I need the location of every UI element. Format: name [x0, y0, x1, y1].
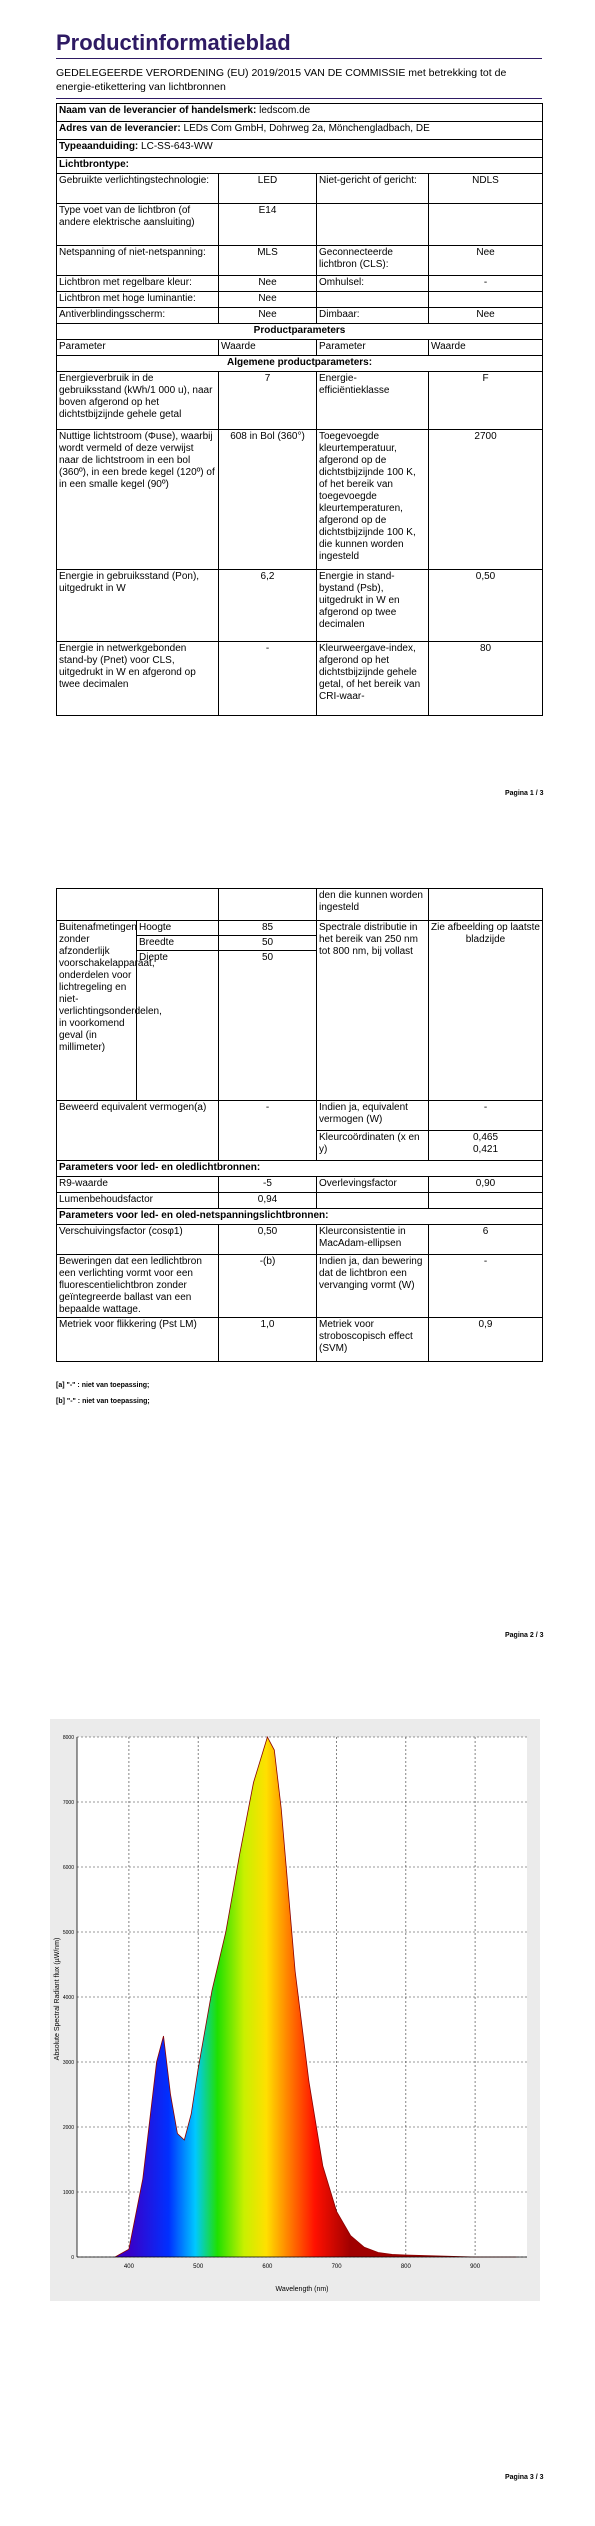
- table-row: Verschuivingsfactor (cosφ1) 0,50 Kleurconsistentie in MacAdam-ellipsen 6: [57, 1225, 543, 1255]
- page-footer: Pagina 2 / 3: [505, 1632, 544, 1639]
- lightsource-type-header: Lichtbrontype:: [57, 158, 543, 174]
- table-row: Nuttige lichtstroom (Φuse), waarbij wordt vermeld of deze verwijst naar de lichtstroom in een bol (360º), in een brede kegel (120º) of in een smalle kegel (90º) 608 in Bol (360°) Toegevoegde kleurtemperatuur, afgerond op de dichtstbijzijnde 100 K, of het bereik van toegevoegde kleurtemperaturen, afgerond op de dichtstbijzijnde 100 K, die kunnen worden ingesteld 2700: [57, 430, 543, 570]
- table-row: Energie in netwerkgebonden stand-by (Pnet) voor CLS, uitgedrukt in W en afgerond op twee decimalen - Kleurweergave-index, afgerond op het dichtstbijzijnde gehele getal, of het bereik van CRI-waar- 80: [57, 642, 543, 716]
- table-row: Lumenbehoudsfactor 0,94: [57, 1193, 543, 1209]
- mains-params-header: Parameters voor led- en oled-netspanningslichtbronnen:: [57, 1209, 543, 1225]
- table-row: Energieverbruik in de gebruiksstand (kWh/1 000 u), naar boven afgerond op het dichtstbijzijnde gehele getal 7 Energie-efficiëntieklasse F: [57, 372, 543, 430]
- spectral-distribution-label: Spectrale distributie in het bereik van 250 nm tot 800 nm, bij vollast: [317, 921, 429, 1101]
- y-tick-label: 0: [71, 2255, 74, 2261]
- footnote-a: [a] "-" : niet van toepassing;: [56, 1382, 150, 1389]
- dimensions-row: Breedte 50: [57, 936, 543, 951]
- table-row: Gebruikte verlichtingstechnologie: LED Niet-gericht of gericht: NDLS: [57, 174, 543, 204]
- table-row: Energie in gebruiksstand (Pon), uitgedrukt in W 6,2 Energie in stand-bystand (Psb), uitgedrukt in W en afgerond op twee decimalen 0,50: [57, 570, 543, 642]
- table-row: Metriek voor flikkering (Pst LM) 1,0 Metriek voor stroboscopisch effect (SVM) 0,9: [57, 1318, 543, 1362]
- y-tick-label: 1000: [62, 2190, 74, 2196]
- spectral-distribution-value: Zie afbeelding op laatste bladzijde: [429, 921, 543, 1101]
- page-subtitle: GEDELEGEERDE VERORDENING (EU) 2019/2015 VAN DE COMMISSIE met betrekking tot de energie-etikettering van lichtbronnen: [56, 67, 507, 93]
- subtitle-divider: [56, 98, 542, 99]
- x-axis-label: Wavelength (nm): [275, 2286, 329, 2293]
- column-header-row: Parameter Waarde Parameter Waarde: [57, 340, 543, 356]
- table-row: Kleurcoördinaten (x en y) 0,465 0,421: [57, 1131, 543, 1161]
- x-tick-label: 400: [123, 2264, 134, 2270]
- x-tick-label: 800: [400, 2264, 411, 2270]
- table-row: R9-waarde -5 Overlevingsfactor 0,90: [57, 1177, 543, 1193]
- y-tick-label: 5000: [62, 1930, 74, 1936]
- spectral-distribution-chart: [50, 1719, 540, 2301]
- y-tick-label: 7000: [62, 1800, 74, 1806]
- dimensions-row: Diepte 50: [57, 951, 543, 1101]
- dimensions-label: Buitenafmetingen zonder afzonderlijk voorschakelapparaat, onderdelen voor lichtregeling en niet-verlichtingsonderdelen, in voorkomend geval (in millimeter): [57, 921, 137, 1101]
- page-footer: Pagina 1 / 3: [505, 790, 544, 797]
- model-row: Typeaanduiding: LC-SS-643-WW: [57, 140, 543, 158]
- product-params-header: Productparameters: [57, 324, 543, 340]
- y-axis-label: Absolute Spectral Radiant flux (µW/nm): [54, 1937, 61, 2061]
- table-row: Antiverblindingsscherm: Nee Dimbaar: Nee: [57, 308, 543, 324]
- x-tick-label: 700: [331, 2264, 342, 2270]
- table-row: Beweringen dat een ledlichtbron een verlichting vormt voor een fluorescentielichtbron zonder geïntegreerde ballast van een bepaalde wattage. -(b) Indien ja, dan bewering dat de lichtbron een vervanging vormt (W) -: [57, 1255, 543, 1318]
- dimensions-row: Buitenafmetingen zonder afzonderlijk voorschakelapparaat, onderdelen voor lichtregeling en niet-verlichtingsonderdelen, in voorkomend geval (in millimeter) Hoogte 85 Spectrale distributie in het bereik van 250 nm tot 800 nm, bij vollast Zie afbeelding op laatste bladzijde: [57, 921, 543, 936]
- table-row: Lichtbron met hoge luminantie: Nee: [57, 292, 543, 308]
- y-tick-label: 3000: [62, 2060, 74, 2066]
- product-info-table: [56, 103, 543, 716]
- x-tick-label: 600: [262, 2264, 273, 2270]
- table-row: Netspanning of niet-netspanning: MLS Geconnecteerde lichtbron (CLS): Nee: [57, 246, 543, 276]
- x-tick-label: 500: [193, 2264, 204, 2270]
- product-info-table-continued: [56, 888, 543, 1362]
- chromaticity-y: 0,421: [472, 1144, 499, 1155]
- x-tick-label: 900: [470, 2264, 481, 2270]
- y-tick-label: 6000: [62, 1865, 74, 1871]
- page-1: [0, 0, 595, 840]
- table-row: Beweerd equivalent vermogen(a) - Indien ja, equivalent vermogen (W) -: [57, 1101, 543, 1131]
- table-row: Lichtbron met regelbare kleur: Nee Omhulsel: -: [57, 276, 543, 292]
- page-3: [0, 1684, 595, 2526]
- led-params-header: Parameters voor led- en oledlichtbronnen:: [57, 1161, 543, 1177]
- general-params-header: Algemene productparameters:: [57, 356, 543, 372]
- supplier-address-row: Adres van de leverancier: LEDs Com GmbH, Dohrweg 2a, Mönchengladbach, DE: [57, 122, 543, 140]
- table-row: Type voet van de lichtbron (of andere elektrische aansluiting) E14: [57, 204, 543, 246]
- y-tick-label: 2000: [62, 2125, 74, 2131]
- supplier-name-row: Naam van de leverancier of handelsmerk: ledscom.de: [57, 104, 543, 122]
- page-footer: Pagina 3 / 3: [505, 2474, 544, 2481]
- y-tick-label: 4000: [62, 1995, 74, 2001]
- y-tick-label: 8000: [62, 1735, 74, 1741]
- footnote-b: [b] "-" : niet van toepassing;: [56, 1398, 150, 1405]
- page-2: [0, 842, 595, 1684]
- chromaticity-x: 0,465: [472, 1132, 499, 1143]
- title-divider: [56, 58, 542, 59]
- page-title: Productinformatieblad: [56, 30, 291, 55]
- table-row: den die kunnen worden ingesteld: [57, 889, 543, 921]
